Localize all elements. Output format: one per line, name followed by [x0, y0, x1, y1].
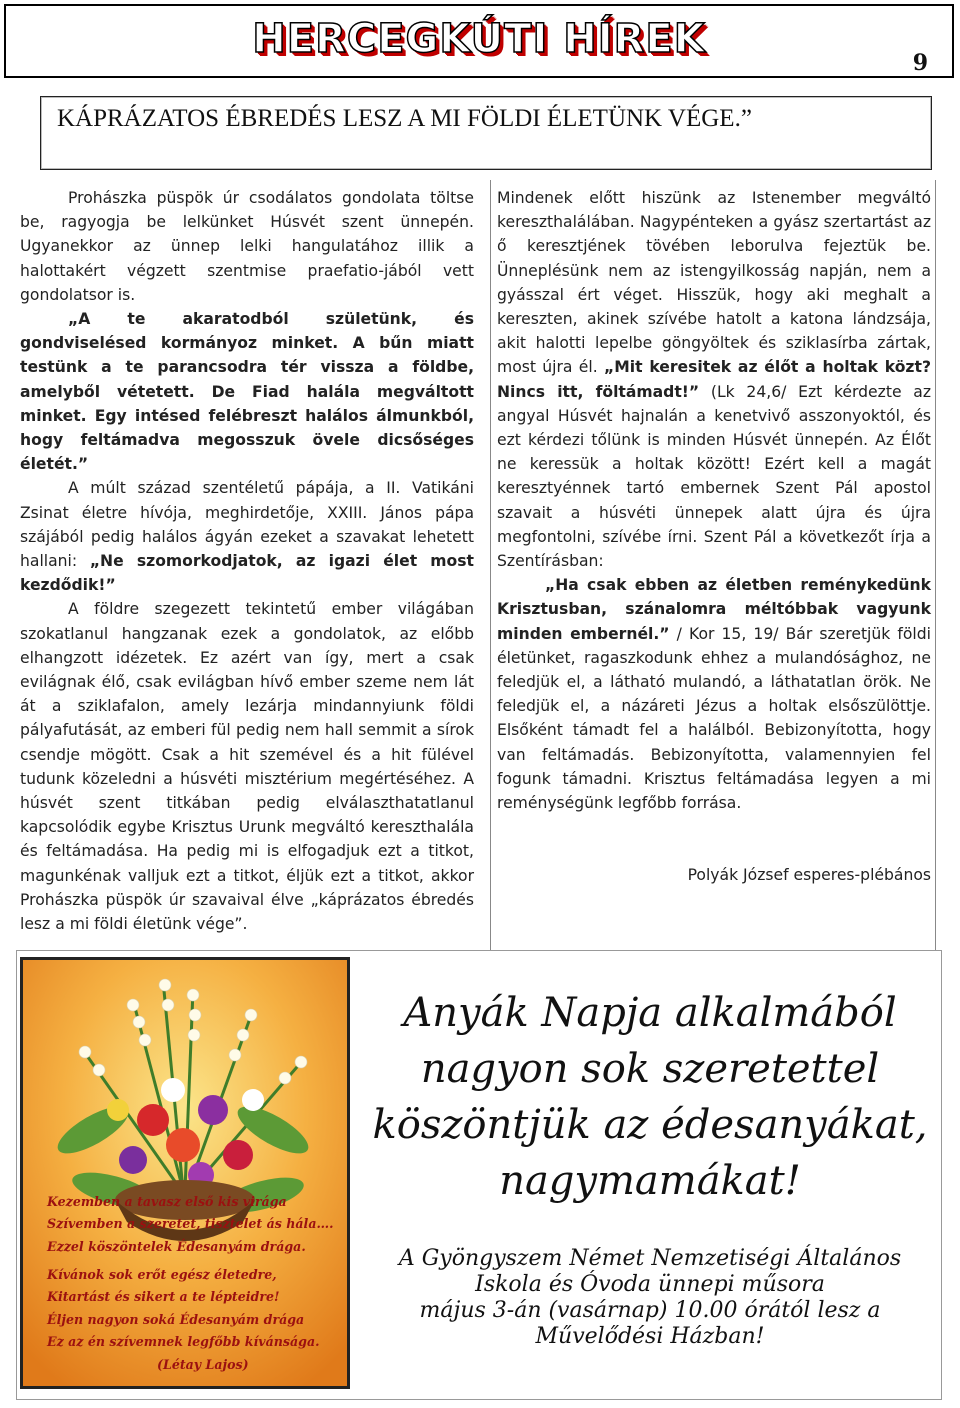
greeting-line: Anyák Napja alkalmából — [403, 990, 897, 1036]
poem-line: Ezzel köszöntelek Édesanyám drága. — [47, 1238, 306, 1254]
paragraph — [497, 186, 931, 573]
text: A múlt század szentéletű pápája, a II. Vatikáni Zsinat életre hívója, meghirdetője, XXIII. János pápa szájából pedig halálos ágyán ezeket a szavakat lehetett hallani: — [20, 479, 474, 571]
greeting-line: köszöntjük az édesanyákat, — [372, 1102, 928, 1148]
poem-line: Kezemben a tavasz első kis virága — [47, 1193, 287, 1209]
quote-paragraph: „A te akaratodból születünk, és gondviselésed kormányoz minket. A bűn miatt testünk a te parancsodra tér vissza a földbe, amelyből vétetett. De Fiad halála megváltott minket. Egy intésed felébreszt halálos álmunkból, hogy feltámadva megosszuk övele dicsőséges életét.” — [20, 310, 474, 474]
right-column — [490, 180, 936, 950]
left-column — [16, 180, 478, 950]
poem-author: (Létay Lajos) — [157, 1356, 249, 1372]
poem-line: Éljen nagyon soká Édesanyám drága — [47, 1311, 305, 1327]
paragraph — [20, 476, 474, 597]
paragraph — [497, 573, 931, 815]
mothers-day-greeting — [360, 985, 940, 1209]
greeting-line: nagymamákat! — [499, 1158, 801, 1204]
masthead: HERCEGKÚTI HÍREK — [252, 16, 706, 62]
invitation-line: május 3-án (vasárnap) 10.00 órától lesz a — [419, 1298, 881, 1323]
poem-line: Kitartást és sikert a te lépteidre! — [47, 1289, 280, 1305]
quote: „Ne szomorkodjatok, az igazi élet most kezdődik!” — [20, 552, 474, 595]
paragraph: A földre szegezett tekintetű ember világában szokatlanul hangzanak ezek a gondolatok, az előbb elhangzott idézetek. Ez azért van így, mert a csak evilágnak élő, csak evilágban hívő ember szeme nem lát át a sziklafalon, amely lezárja mindannyiunk földi pályafutását, az emberi fül pedig nem hall semmit a sírok csendje mögött. Csak a hit szemével és a hit fülével tudunk közeledni a húsvéti misztérium megértéséhez. A húsvét szent titkában pedig elválaszthatatlanul kapcsolódik egybe Krisztus Urunk megváltó kereszthalála és feltámadása. Ha pedig mi is elfogadjuk ezt a titkot, magunkénak valljuk ezt a titkot, éljük ezt a titkot, akkor Prohászka püspök úr szavaival élve „káprázatos ébredés lesz a mi földi életünk vége”. — [20, 600, 474, 934]
poem-line: Szívemben a szeretet, tisztelet ás hála…. — [47, 1216, 334, 1232]
poem-line: Kívánok sok erőt egész életedre, — [47, 1266, 277, 1282]
flower-image — [20, 957, 350, 1389]
page-number: 9 — [912, 50, 928, 76]
article-title: KÁPRÁZATOS ÉBREDÉS LESZ A MI FÖLDI ÉLETÜNK VÉGE.” — [57, 105, 752, 132]
invitation-line: Iskola és Óvoda ünnepi műsora — [475, 1272, 825, 1297]
quote: „Mit keresitek az élőt a holtak közt? Nincs itt, föltámadt!” — [497, 358, 932, 401]
poem — [47, 1191, 347, 1376]
greeting-line: nagyon sok szeretettel — [420, 1046, 880, 1092]
event-invitation — [360, 1246, 940, 1350]
text: (Lk 24,6/ Ezt kérdezte az angyal Húsvét hajnalán a kenetvivő asszonyoktól, és ezt kérdezi tőlünk is minden Húsvét ünnepén. Az Élőt ne keressük a holtak között! Ezért kell a magát keresztyénnek tartó embernek Szent Pál apostol szavait a húsvéti ünnepek alatt újra és újra megfontolni, szívébe írni. Szent Pál a következőt írja a Szentírásban: — [497, 382, 932, 571]
text: / Kor 15, 19/ Bár szeretjük földi életünket, ragaszkodunk ehhez a mulandósághoz, ne feledjük el, a látható mulandó, a láthatatlan örök. Ne feledjük el, a názáreti Jézus a holtak elsőszülöttje. Elsőként támadt fel a halálból. Bebizonyította, hogy van feltámadás. Bebizonyította, valamennyien fel fogunk támadni. Krisztus feltámadása legyen a mi reménységünk legfőbb forrása. — [497, 624, 931, 813]
quote: „Ha csak ebben az életben reménykedünk Krisztusban, szánalomra méltóbbak vagyunk minden embernél.” — [497, 576, 931, 643]
text: Mindenek előtt hiszünk az Istenember megváltó kereszthalálában. Nagypénteken a gyász szertartást az ő keresztjének tövében leborulva fejeztük be. Ünneplésünk nem az istengyilkosság napján, nem a gyásszal ért véget. Hisszük, hogy aki meghalt a kereszten, akinek szívébe hatolt a katona lándzsája, akit halotti lepelbe göngyöltek és sziklasírba zártak, most újra él. — [497, 189, 931, 377]
signature: Polyák József esperes-plébános — [687, 866, 931, 885]
invitation-line: Művelődési Házban! — [535, 1324, 765, 1349]
paragraph: Prohászka püspök úr csodálatos gondolata töltse be, ragyogja be lelkünket Húsvét szent ünnepén. Ugyanekkor az ünnep lelki hangulatához illik a halottakért végzett szentmise praefatio-jából vett gondolatsor is. — [20, 189, 474, 304]
header-frame — [4, 4, 954, 78]
poem-line: Ez az én szívemnek legfőbb kívánsága. — [47, 1334, 320, 1350]
article-title-box — [40, 96, 932, 170]
invitation-line: A Gyöngyszem Német Nemzetiségi Általános — [398, 1246, 902, 1271]
